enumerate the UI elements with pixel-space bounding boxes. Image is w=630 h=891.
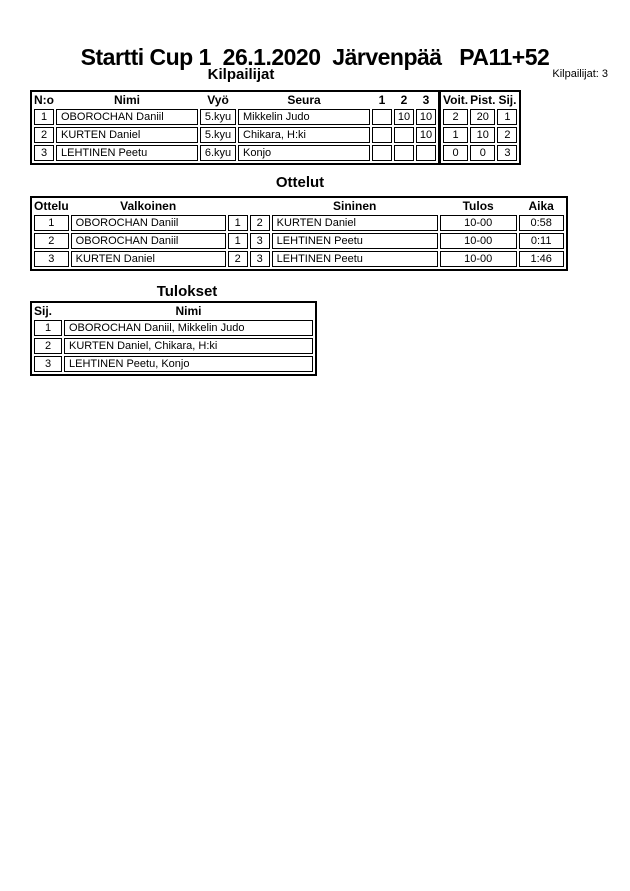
- cell-vyo: 6.kyu: [200, 145, 236, 161]
- cell-sininen: LEHTINEN Peetu: [272, 233, 438, 249]
- header-voit: Voit.: [443, 93, 469, 107]
- header-round-3: 3: [422, 93, 430, 107]
- table-row: [34, 251, 564, 267]
- cell-valkoinen: OBOROCHAN Daniil: [71, 215, 226, 231]
- header-sininen: Sininen: [333, 199, 377, 213]
- cell-valkoinen: KURTEN Daniel: [71, 251, 226, 267]
- cell-voit: 2: [443, 109, 468, 125]
- competitor-count: Kilpailijat: 3: [552, 68, 608, 80]
- cell-round-1: [372, 145, 392, 161]
- header-ottelu: Ottelu: [34, 199, 69, 213]
- competitors-main-table: [30, 90, 440, 165]
- cell-sij: 2: [497, 127, 517, 143]
- cell-seura: Chikara, H:ki: [238, 127, 370, 143]
- cell-round-2: [394, 145, 414, 161]
- cell-tulos: 10-00: [440, 215, 517, 231]
- cell-blue-number: 3: [250, 251, 270, 267]
- header-seura: Seura: [287, 93, 321, 107]
- cell-nimi: KURTEN Daniel, Chikara, H:ki: [64, 338, 313, 354]
- table-row: [443, 127, 517, 143]
- cell-nimi: OBOROCHAN Daniil, Mikkelin Judo: [64, 320, 313, 336]
- header-no: N:o: [34, 93, 54, 107]
- header-nimi: Nimi: [113, 93, 140, 107]
- cell-round-2: [394, 127, 414, 143]
- cell-blue-number: 3: [250, 233, 270, 249]
- cell-nimi: LEHTINEN Peetu, Konjo: [64, 356, 313, 372]
- cell-white-number: 1: [228, 215, 248, 231]
- table-header-row: [34, 305, 313, 318]
- cell-match-no: 1: [34, 215, 69, 231]
- cell-no: 1: [34, 109, 54, 125]
- cell-round-3: 10: [416, 127, 436, 143]
- results-main-table: [30, 301, 317, 376]
- matches-table: [30, 196, 568, 271]
- table-header-row: [34, 94, 436, 107]
- cell-white-number: 1: [228, 233, 248, 249]
- header-pist: Pist.: [470, 93, 496, 107]
- cell-round-3: 10: [416, 109, 436, 125]
- header-white-number: [228, 200, 248, 213]
- table-row: [443, 109, 517, 125]
- page-title: Startti Cup 1 26.1.2020 Järvenpää PA11+52: [80, 44, 550, 70]
- table-row: [34, 356, 313, 372]
- cell-white-number: 2: [228, 251, 248, 267]
- cell-sininen: KURTEN Daniel: [272, 215, 438, 231]
- cell-aika: 1:46: [519, 251, 564, 267]
- cell-aika: 0:58: [519, 215, 564, 231]
- header-vyo: Vyö: [207, 93, 229, 107]
- results-table: [30, 301, 317, 376]
- cell-blue-number: 2: [250, 215, 270, 231]
- header-sij: Sij.: [498, 93, 517, 107]
- cell-seura: Konjo: [238, 145, 370, 161]
- cell-aika: 0:11: [519, 233, 564, 249]
- section-label-ottelut: Ottelut: [275, 174, 325, 191]
- header-aika: Aika: [528, 199, 554, 213]
- cell-sij: 1: [497, 109, 517, 125]
- cell-match-no: 2: [34, 233, 69, 249]
- cell-no: 2: [34, 127, 54, 143]
- cell-round-1: [372, 109, 392, 125]
- competitors-table: [30, 90, 521, 165]
- cell-pist: 0: [470, 145, 495, 161]
- cell-tulos: 10-00: [440, 233, 517, 249]
- cell-seura: Mikkelin Judo: [238, 109, 370, 125]
- cell-sininen: LEHTINEN Peetu: [272, 251, 438, 267]
- cell-match-no: 3: [34, 251, 69, 267]
- cell-valkoinen: OBOROCHAN Daniil: [71, 233, 226, 249]
- cell-pist: 20: [470, 109, 495, 125]
- header-tulos: Tulos: [462, 199, 494, 213]
- header-round-1: 1: [378, 93, 386, 107]
- table-row: [34, 215, 564, 231]
- header-sij: Sij.: [34, 304, 53, 318]
- matches-main-table: [30, 196, 568, 271]
- table-row: [443, 145, 517, 161]
- cell-round-2: 10: [394, 109, 414, 125]
- competitors-score-table: [439, 90, 521, 165]
- cell-sij: 2: [34, 338, 62, 354]
- cell-sij: 3: [497, 145, 517, 161]
- cell-nimi: OBOROCHAN Daniil: [56, 109, 198, 125]
- cell-pist: 10: [470, 127, 495, 143]
- section-label-tulokset: Tulokset: [156, 283, 218, 300]
- cell-round-1: [372, 127, 392, 143]
- section-label-kilpailijat: Kilpailijat: [207, 66, 275, 83]
- table-row: [34, 145, 436, 161]
- cell-vyo: 5.kyu: [200, 127, 236, 143]
- header-blue-number: [250, 200, 270, 213]
- table-row: [34, 338, 313, 354]
- cell-sij: 1: [34, 320, 62, 336]
- cell-sij: 3: [34, 356, 62, 372]
- cell-vyo: 5.kyu: [200, 109, 236, 125]
- cell-round-3: [416, 145, 436, 161]
- table-row: [34, 320, 313, 336]
- cell-tulos: 10-00: [440, 251, 517, 267]
- table-header-row: [34, 200, 564, 213]
- header-valkoinen: Valkoinen: [120, 199, 177, 213]
- header-nimi: Nimi: [175, 304, 202, 318]
- table-row: [34, 127, 436, 143]
- cell-voit: 1: [443, 127, 468, 143]
- table-row: [34, 233, 564, 249]
- header-round-2: 2: [400, 93, 408, 107]
- cell-no: 3: [34, 145, 54, 161]
- cell-voit: 0: [443, 145, 468, 161]
- table-row: [34, 109, 436, 125]
- table-header-row: [443, 94, 517, 107]
- cell-nimi: KURTEN Daniel: [56, 127, 198, 143]
- cell-nimi: LEHTINEN Peetu: [56, 145, 198, 161]
